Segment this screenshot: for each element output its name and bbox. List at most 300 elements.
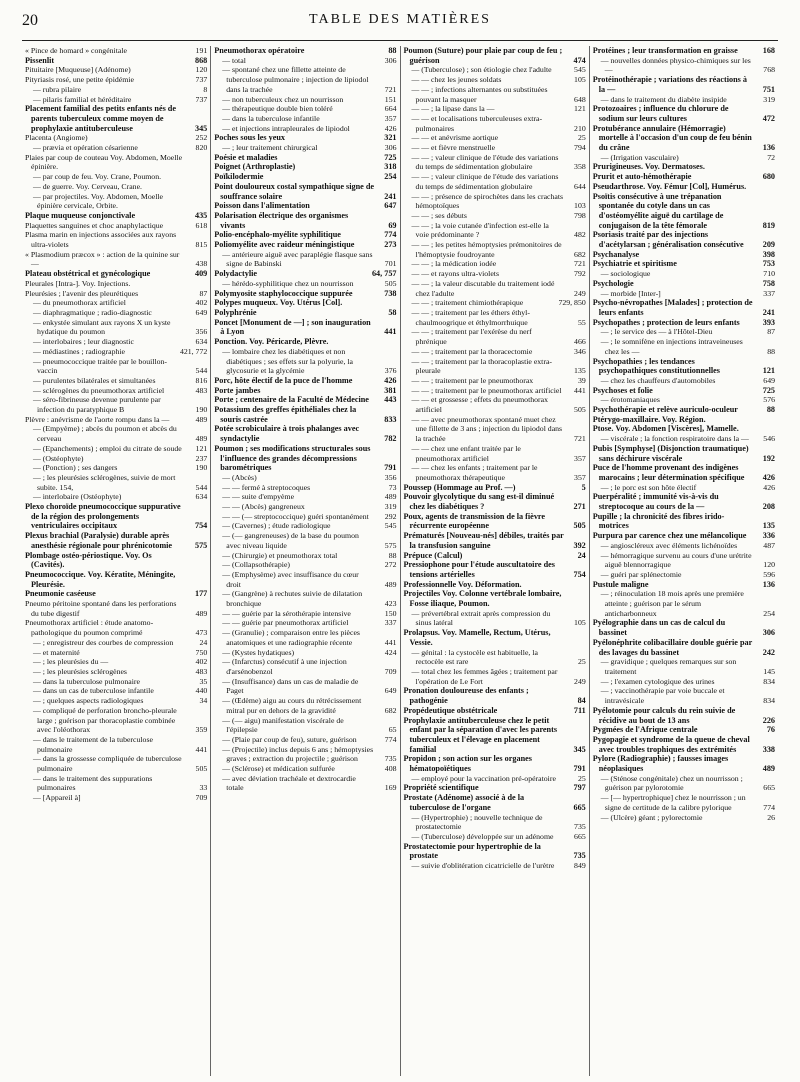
entry-text: Puce de l'homme provenant des indigènes marocains ; leur détermination spécifique (592, 463, 745, 482)
entry-text: Poignet (Arthroplastie) (214, 162, 296, 172)
entry-text: Prostatectomie pour hypertrophie de la prostate (403, 841, 541, 861)
entry-text: — thérapeutique double bien toléré (222, 104, 333, 114)
entry-text: — enkystée simulant aux rayons X un kyste hydatique du poumon (33, 317, 171, 337)
entry-text: Pissenlit (25, 55, 55, 65)
entry-text: — (Irrigation vasculaire) (600, 152, 679, 162)
entry-text: Psychologie (592, 278, 634, 288)
index-entry (214, 735, 396, 745)
entry-page: 489 (195, 608, 208, 618)
index-entry (214, 657, 396, 676)
index-entry (404, 754, 586, 773)
entry-text: Propidon ; son action sur les organes hématopoïétiques (403, 754, 532, 774)
entry-page: 306 (384, 143, 397, 153)
index-entry (214, 318, 396, 337)
entry-text: — (Tuberculose) ; son étiologie chez l'adulte (411, 65, 552, 75)
index-entry (593, 589, 775, 618)
index-entry (25, 424, 207, 443)
index-entry (593, 774, 775, 793)
index-entry (404, 269, 586, 279)
entry-page: 210 (574, 123, 586, 133)
entry-page: 169 (384, 783, 397, 793)
entry-page: 791 (573, 764, 586, 774)
index-entry (25, 75, 207, 85)
entry-text: — (— aigu) manifestation viscérale de l'épilepsie (222, 715, 344, 735)
index-entry (593, 95, 775, 105)
index-entry (25, 192, 207, 211)
entry-page: 816 (195, 375, 208, 385)
entry-text: Potassium des greffes épithéliales chez la souris castrée (214, 405, 357, 424)
index-entry (214, 764, 396, 774)
entry-page: 337 (384, 618, 397, 628)
entry-text: — — et rayons ultra-violets (411, 269, 499, 279)
entry-page: 273 (384, 240, 397, 250)
entry-text: « Pince de homard » congénitale (25, 46, 127, 55)
index-entry (404, 444, 586, 463)
entry-text: — par projectiles. Voy. Abdomen, Moelle épinière cervicale, Orbite. (33, 191, 163, 211)
entry-page: 711 (573, 705, 586, 715)
index-entry (404, 259, 586, 269)
entry-text: — ; les pleurésies sclérogènes (33, 667, 127, 676)
entry-text: — (Sténose congénitale) chez un nourrisson ; guérison par pylorotomie (600, 773, 743, 793)
entry-page: 306 (762, 628, 775, 638)
entry-page: 441 (384, 327, 397, 337)
entry-text: — gravidique ; quelques remarques sur son traitement (600, 657, 737, 676)
entry-page: 409 (194, 269, 208, 279)
entry-text: — chez les chauffeurs d'automobiles (600, 375, 716, 385)
entry-text: — (Cavernes) ; étude radiologique (222, 521, 331, 531)
entry-text: — — et localisations tuberculeuses extra-pulmonaires (411, 113, 543, 133)
index-entry (214, 347, 396, 376)
entry-page: 774 (384, 734, 397, 744)
entry-page: 121 (762, 366, 775, 376)
index-entry (214, 240, 396, 250)
index-entry (593, 289, 775, 299)
entry-page: 338 (762, 744, 775, 754)
entry-text: Psychoses et folie (592, 385, 653, 395)
index-entry (404, 667, 586, 686)
index-entry (404, 240, 586, 259)
entry-text: — dans un cas de tuberculose infantile (33, 686, 154, 696)
entry-text: — — ; traitement par les éthers éthyl-chaulmoogrique et éthylmorrhuique (411, 307, 530, 327)
entry-text: Pustule maligne (592, 579, 649, 589)
entry-page: 721 (574, 259, 586, 269)
entry-page: 357 (384, 113, 397, 123)
entry-page: 88 (766, 405, 775, 415)
entry-text: — (Hypertrophie) ; nouvelle technique de prostatectomie (411, 812, 543, 832)
index-entry (25, 153, 207, 172)
entry-text: Prépuce (Calcul) (403, 550, 463, 560)
entry-text: Pyélonéphrite colibacillaire double guérie par des lavages du bassinet (592, 637, 753, 657)
entry-page: 426 (384, 375, 397, 385)
entry-page: 393 (762, 317, 775, 327)
entry-text: — — ; traitement par l'exérèse du nerf phrénique (411, 327, 532, 347)
index-entry (404, 861, 586, 871)
entry-page: 319 (384, 502, 397, 512)
header-rule (22, 40, 778, 41)
index-entry (593, 793, 775, 812)
entry-text: — (Collapsothérapie) (222, 560, 291, 570)
index-entry (404, 832, 586, 842)
index-entry (25, 211, 207, 221)
index-entry (404, 609, 586, 628)
entry-text: — (Granulie) ; comparaison entre les pièces anatomiques et une radiographie récente (222, 628, 360, 647)
entry-text: Polarisation électrique des organismes vivants (214, 210, 349, 230)
index-entry (214, 308, 396, 318)
page-header (22, 12, 778, 34)
index-entry (25, 269, 207, 279)
entry-page: 473 (195, 628, 208, 638)
index-entry (214, 696, 396, 715)
index-entry (404, 153, 586, 172)
index-entry (404, 686, 586, 705)
entry-page: 72 (767, 152, 775, 162)
entry-page: 84 (577, 696, 586, 706)
index-entry (404, 648, 586, 667)
index-entry (25, 182, 207, 192)
entry-page: 709 (195, 793, 208, 803)
index-entry (593, 162, 775, 172)
entry-text: — médiastines ; radiographie (33, 346, 126, 356)
entry-page: 751 (762, 84, 775, 94)
index-entry (25, 706, 207, 735)
index-entry (404, 114, 586, 133)
index-column-2 (211, 46, 400, 1076)
index-entry (593, 424, 775, 434)
entry-text: — (Gangrène) à rechutes suivie de dilatation bronchique (222, 589, 363, 609)
index-entry (25, 221, 207, 231)
entry-text: Plateau obstétrical et gynécologique (25, 269, 151, 279)
entry-page: 319 (763, 94, 775, 104)
index-entry (404, 580, 586, 590)
index-entry (404, 415, 586, 444)
entry-text: — angioscléreux avec éléments lichénoïdes (600, 540, 738, 550)
index-entry (25, 172, 207, 182)
entry-page: 34 (199, 696, 208, 706)
entry-page: 357 (574, 472, 586, 482)
index-entry (214, 716, 396, 735)
entry-text: Pleurales [Intra-]. Voy. Injections. (25, 278, 131, 288)
entry-text: — — ; les petites hémoptysies prémonitoires de l'hémoptysie foudroyante (411, 240, 562, 259)
index-entry (214, 211, 396, 230)
entry-text: — ; l'examen cytologique des urines (600, 676, 715, 686)
entry-text: — (Tuberculose) développée sur un adénome (411, 831, 554, 841)
entry-page: 135 (762, 521, 775, 531)
entry-page: 834 (763, 696, 775, 706)
entry-page: 191 (195, 46, 208, 55)
entry-page: 474 (573, 55, 586, 65)
index-entry (593, 56, 775, 75)
entry-page: 735 (574, 822, 586, 832)
entry-text: Poésie et maladies (214, 152, 278, 162)
index-entry (404, 85, 586, 104)
index-entry (25, 143, 207, 153)
entry-text: Pubis [Symphyse] (Disjonction traumatique) sans déchirure viscérale (592, 443, 749, 463)
entry-page: 424 (384, 647, 397, 657)
entry-page: 121 (574, 104, 586, 114)
index-entry (593, 395, 775, 405)
entry-page: 665 (763, 783, 775, 793)
index-entry (593, 444, 775, 463)
index-entry (25, 618, 207, 637)
index-entry (593, 124, 775, 153)
entry-text: — — et grossesse ; effets du pneumothorax artificiel (411, 395, 548, 415)
entry-page: 441 (195, 744, 208, 754)
entry-page: 254 (384, 172, 397, 182)
index-entry (404, 628, 586, 647)
entry-page: 192 (762, 453, 775, 463)
entry-text: Protubérance annulaire (Hémorragie) mortelle à l'occasion d'un coup de feu bénin du crâne (592, 123, 752, 153)
entry-text: — (Infarctus) consécutif à une injection d'arsénobenzol (222, 657, 347, 676)
entry-page: 358 (574, 162, 586, 172)
index-entry (214, 473, 396, 483)
entry-page: 242 (762, 647, 775, 657)
entry-page: 435 (194, 210, 208, 220)
entry-page: 819 (762, 220, 775, 230)
index-entry (25, 95, 207, 105)
entry-page: 58 (388, 307, 397, 317)
entry-text: — antérieure aiguë avec paraplégie flasque sans signe de Babinski (222, 249, 373, 269)
entry-text: Potée scrobiculaire à trois phalanges avec syndactylie (214, 424, 360, 444)
index-entry (25, 599, 207, 618)
index-entry (214, 492, 396, 502)
entry-text: — — ; la lipase dans la — (411, 104, 495, 114)
index-entry (25, 46, 207, 56)
entry-page: 466 (574, 337, 586, 347)
entry-text: Pseudarthrose. Voy. Fémur [Col], Humérus. (592, 181, 747, 191)
entry-page: 26 (767, 812, 775, 822)
entry-page: 392 (573, 540, 586, 550)
index-entry (214, 56, 396, 66)
entry-page: 226 (762, 715, 775, 725)
index-entry (25, 473, 207, 492)
entry-text: — (Ponction) ; ses dangers (33, 463, 118, 473)
entry-text: — avec déviation trachéale et dextrocardie totale (222, 773, 356, 793)
entry-page: 190 (195, 463, 208, 473)
entry-page: 483 (195, 667, 208, 676)
entry-text: Pneumonie caséeuse (25, 589, 96, 599)
index-entry (214, 143, 396, 153)
entry-text: Ptérygo-maxillaire. Voy. Région. (592, 414, 706, 424)
index-entry (404, 133, 586, 143)
entry-page: 682 (384, 705, 397, 715)
index-entry (404, 143, 586, 153)
entry-text: — (Œdème) aigu au cours du rétrécissement mitral pur en dehors de la gravidité (222, 696, 362, 715)
entry-page: 271 (573, 502, 586, 512)
index-entry (214, 337, 396, 347)
entry-text: — érotomaniaques (600, 395, 660, 405)
entry-text: — génital : la cystocèle est habituelle, la rectocèle est rare (411, 647, 538, 667)
entry-page: 649 (384, 686, 397, 696)
index-entry (214, 551, 396, 561)
entry-page: 754 (194, 521, 208, 531)
index-entry (593, 483, 775, 493)
index-entry (404, 793, 586, 812)
entry-page: 754 (573, 569, 586, 579)
entry-text: « Plasmodium præcox » : action de la quinine sur — (25, 249, 180, 269)
index-entry (404, 492, 586, 511)
entry-text: Polyphrénie (214, 307, 257, 317)
index-entry (404, 483, 586, 493)
entry-text: — ; enregistreur des courbes de compression (33, 637, 174, 647)
entry-page: 664 (384, 104, 397, 114)
entry-text: — purulentes bilatérales et simultanées (33, 375, 156, 385)
entry-text: Psychopathes ; protection de leurs enfants (592, 317, 740, 327)
entry-text: — (Sclérose) et médication sulfurée (222, 764, 335, 774)
entry-page: 665 (573, 802, 586, 812)
index-entry (404, 395, 586, 414)
entry-text: — diaphragmatique ; radio-diagnostic (33, 307, 152, 317)
index-entry (404, 716, 586, 755)
entry-text: — compliqué de perforation broncho-pleurale large ; guérison par thoracoplastie combinée avec l'oléothorax (33, 705, 177, 735)
index-entry (214, 386, 396, 396)
entry-page: 69 (388, 220, 397, 230)
index-column-3 (401, 46, 590, 1076)
index-entry (25, 551, 207, 570)
index-entry (593, 492, 775, 511)
index-entry (214, 521, 396, 531)
entry-page: 721 (574, 434, 586, 444)
entry-text: Propriété scientifique (403, 783, 479, 793)
entry-page: 833 (384, 414, 397, 424)
entry-text: Pygopagie et syndrome de la queue de cheval avec troubles trophiques des extrémités (592, 734, 750, 754)
index-entry (214, 114, 396, 124)
index-entry (25, 395, 207, 414)
index-entry (593, 104, 775, 123)
page-number: 20 (22, 12, 38, 29)
entry-text: — (Chirurgie) et pneumothorax total (222, 550, 338, 560)
entry-text: — interlobaires ; leur diagnostic (33, 337, 134, 347)
entry-page: 721 (384, 84, 397, 94)
index-entry (404, 551, 586, 561)
entry-page: 346 (574, 346, 586, 356)
entry-text: — dans la tuberculose infantile (222, 113, 320, 123)
entry-text: Projectiles Voy. Colonne vertébrale lombaire, Fosse iliaque, Poumon. (403, 589, 562, 609)
index-entry (593, 153, 775, 163)
entry-page: 798 (574, 210, 586, 220)
entry-page: 241 (384, 191, 397, 201)
entry-text: Polymyosite staphylococcique suppurée (214, 288, 353, 298)
entry-page: 735 (573, 851, 586, 861)
index-entry (593, 677, 775, 687)
entry-text: Pylore (Radiographie) ; fausses images néoplasiques (592, 754, 729, 774)
entry-page: 544 (195, 482, 208, 492)
index-entry (404, 560, 586, 579)
index-entry (214, 648, 396, 658)
entry-page: 545 (384, 521, 397, 531)
index-entry (214, 298, 396, 308)
entry-text: — séro-fibrineuse devenue purulente par infection du paratyphique B (33, 395, 161, 415)
entry-text: — dans le traitement du diabète insipide (600, 94, 727, 104)
entry-text: — (Emphysème) avec insuffisance du cœur droit (222, 569, 359, 589)
index-entry (404, 279, 586, 298)
entry-text: Porte jambes (214, 385, 261, 395)
index-entry (404, 512, 586, 531)
entry-text: — hérédo-syphilitique chez un nourrisson (222, 278, 354, 288)
entry-text: — — ; ses débuts (411, 210, 467, 220)
index-entry (593, 46, 775, 56)
entry-text: Porte ; centenaire de la Faculté de Médecine (214, 395, 369, 405)
entry-page: 441 (384, 637, 397, 647)
entry-text: — — chez les jeunes soldats (411, 75, 502, 85)
entry-page: 774 (384, 230, 397, 240)
entry-page: 575 (194, 540, 208, 550)
index-entry (214, 172, 396, 182)
entry-page: 483 (195, 385, 208, 395)
entry-page: 753 (762, 259, 775, 269)
index-entry (404, 774, 586, 784)
index-entry (214, 279, 396, 289)
entry-text: — morbide [Inter-] (600, 288, 661, 298)
index-entry (404, 842, 586, 861)
entry-page: 345 (573, 744, 586, 754)
entry-page: 725 (384, 152, 397, 162)
entry-page: 254 (763, 608, 775, 618)
entry-page: 337 (763, 288, 775, 298)
entry-page: 489 (384, 579, 397, 589)
index-entry (25, 357, 207, 376)
entry-page: 634 (195, 492, 208, 502)
entry-page: 782 (384, 434, 397, 444)
index-entry (404, 327, 586, 346)
entry-page: 88 (388, 550, 397, 560)
index-entry (593, 813, 775, 823)
entry-page: 505 (574, 405, 586, 415)
entry-page: 815 (195, 240, 208, 250)
entry-text: Poncet [Monument de —] ; son inauguration à Lyon (214, 317, 371, 337)
entry-page: 135 (574, 366, 586, 376)
entry-page: 252 (195, 133, 208, 143)
entry-text: Pneumococcique. Voy. Kératite, Méningite, Pleurésie. (25, 569, 176, 589)
entry-text: Poux, agents de transmission de la fièvre récurrente européenne (403, 511, 546, 531)
index-entry (593, 618, 775, 637)
entry-text: Propédeutique obstétricale (403, 705, 498, 715)
entry-text: — ; leur traitement chirurgical (222, 143, 318, 153)
entry-text: — — guérie par pneumothorax artificiel (222, 618, 349, 628)
entry-page: 55 (577, 317, 586, 327)
entry-page: 505 (573, 521, 586, 531)
index-entry (404, 221, 586, 240)
entry-page: 88 (388, 46, 397, 55)
entry-page: 834 (763, 676, 775, 686)
index-entry (214, 444, 396, 473)
index-entry (214, 405, 396, 424)
index-entry (593, 318, 775, 328)
entry-text: — spontané chez une fillette atteinte de tuberculose pulmonaire ; injection de lipiodol dans la trachée (222, 65, 369, 94)
entry-page: 136 (762, 579, 775, 589)
entry-page: 647 (384, 201, 397, 211)
entry-text: — et maternité (33, 647, 80, 657)
entry-page: 120 (195, 65, 208, 75)
entry-page: 25 (577, 657, 586, 667)
entry-text: — total (222, 55, 246, 65)
entry-text: — dans la grossesse compliquée de tuberculose pulmonaire (33, 754, 182, 774)
entry-page: 87 (199, 288, 208, 298)
index-entry (593, 541, 775, 551)
index-entry (593, 376, 775, 386)
index-entry (593, 463, 775, 482)
entry-page: 376 (384, 366, 397, 376)
index-entry (25, 667, 207, 677)
index-entry (404, 172, 586, 191)
entry-page: 545 (574, 65, 586, 75)
entry-text: Polydactylie (214, 269, 257, 279)
index-entry (593, 259, 775, 269)
entry-page: 725 (762, 385, 775, 395)
index-entry (25, 386, 207, 396)
entry-text: — sociologique (600, 269, 651, 279)
index-entry (25, 104, 207, 133)
entry-text: — (Ostéophyte) (33, 453, 84, 463)
